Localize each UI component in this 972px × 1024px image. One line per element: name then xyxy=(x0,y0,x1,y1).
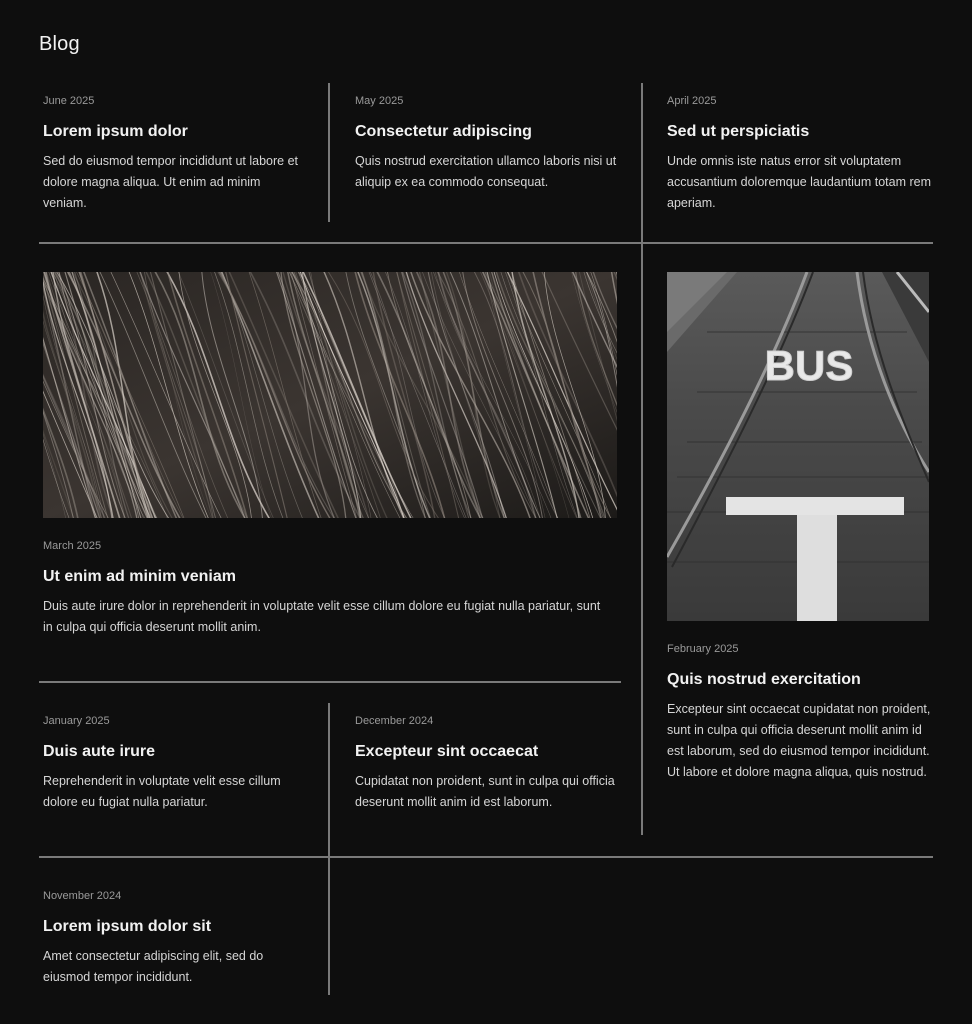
post-title[interactable]: Quis nostrud exercitation xyxy=(667,671,861,688)
post-card-may-2025[interactable] xyxy=(355,94,617,193)
post-excerpt: Unde omnis iste natus error sit voluptatem accusantium doloremque laudantium totam rem aperiam. xyxy=(667,154,932,210)
bus-lane-image xyxy=(667,272,929,621)
post-card-november-2024[interactable] xyxy=(43,889,305,988)
post-card-december-2024[interactable] xyxy=(355,714,619,813)
divider xyxy=(328,703,330,995)
light-streaks-image xyxy=(43,272,617,518)
post-image-light-streaks[interactable] xyxy=(43,272,617,518)
post-date: November 2024 xyxy=(43,890,122,902)
post-excerpt: Cupidatat non proident, sunt in culpa qui officia deserunt mollit anim id est laborum. xyxy=(355,774,615,809)
post-date: December 2024 xyxy=(355,715,434,727)
post-card-january-2025[interactable] xyxy=(43,714,305,813)
post-date: June 2025 xyxy=(43,95,95,107)
divider xyxy=(39,242,933,244)
post-date: February 2025 xyxy=(667,643,739,655)
post-excerpt: Quis nostrud exercitation ullamco laboris nisi ut aliquip ex ea commodo consequat. xyxy=(355,154,617,189)
post-card-june-2025[interactable] xyxy=(43,94,305,214)
post-excerpt-paragraph: Ut labore et dolore magna aliqua, quis nostrud. xyxy=(667,765,927,779)
divider xyxy=(39,856,933,858)
bus-road-marking: BUS xyxy=(764,342,854,389)
post-card-march-2025[interactable] xyxy=(43,539,603,638)
post-card-april-2025[interactable] xyxy=(667,94,933,214)
post-title[interactable]: Excepteur sint occaecat xyxy=(355,743,539,760)
post-card-february-2025[interactable] xyxy=(667,642,931,783)
post-excerpt: Amet consectetur adipiscing elit, sed do eiusmod tempor incididunt. xyxy=(43,949,264,984)
post-date: April 2025 xyxy=(667,95,717,107)
divider xyxy=(328,83,330,222)
post-excerpt-paragraph: Excepteur sint occaecat cupidatat non proident, sunt in culpa qui officia deserunt mollit anim id est laborum, sed do eiusmod tempor incididunt. xyxy=(667,702,931,758)
post-title[interactable]: Duis aute irure xyxy=(43,743,156,760)
divider xyxy=(641,83,643,835)
post-title[interactable]: Consectetur adipiscing xyxy=(355,123,532,140)
divider xyxy=(39,681,621,683)
post-title[interactable]: Lorem ipsum dolor xyxy=(43,123,188,140)
post-excerpt: Sed do eiusmod tempor incididunt ut labore et dolore magna aliqua. Ut enim ad minim veniam. xyxy=(43,154,299,210)
post-title[interactable]: Lorem ipsum dolor sit xyxy=(43,918,212,935)
post-date: March 2025 xyxy=(43,540,102,552)
post-title[interactable]: Ut enim ad minim veniam xyxy=(43,568,236,585)
post-image-bus-lane[interactable] xyxy=(667,272,929,621)
post-excerpt: Reprehenderit in voluptate velit esse cillum dolore eu fugiat nulla pariatur. xyxy=(43,774,281,809)
post-excerpt xyxy=(667,699,931,783)
post-date: May 2025 xyxy=(355,95,404,107)
page-title: Blog xyxy=(39,33,80,55)
post-title[interactable]: Sed ut perspiciatis xyxy=(667,123,810,140)
post-date: January 2025 xyxy=(43,715,110,727)
post-excerpt: Duis aute irure dolor in reprehenderit in voluptate velit esse cillum dolore eu fugiat nulla pariatur, sunt in culpa qui officia deserunt mollit anim. xyxy=(43,599,601,634)
